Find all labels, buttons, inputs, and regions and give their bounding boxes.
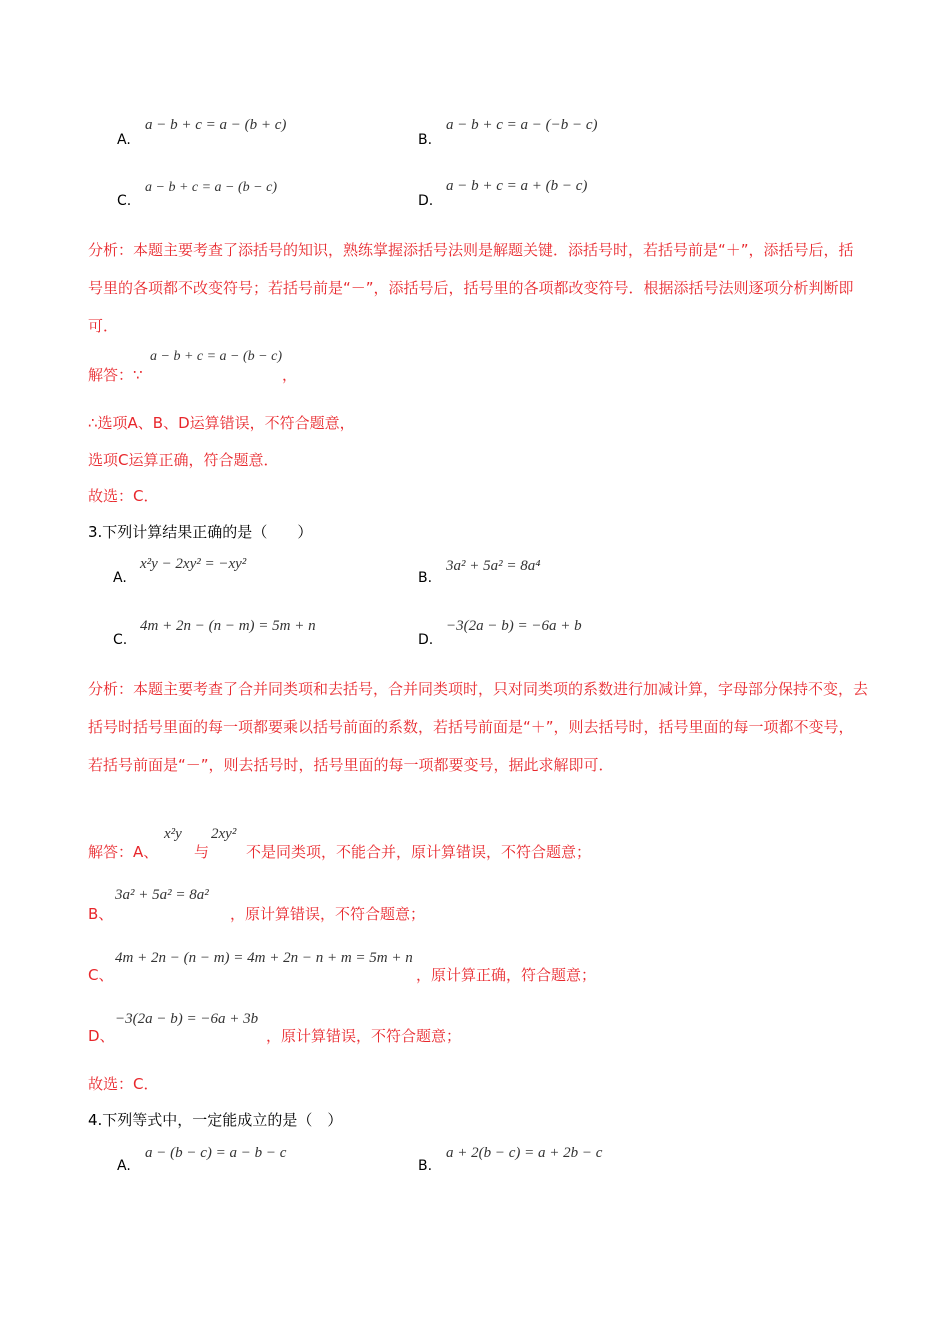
- q3-answer-a-math2: 2xy²: [211, 826, 237, 842]
- q3-answer-b-prefix: B、: [88, 905, 114, 923]
- q3-choice: 故选：C．: [88, 1075, 159, 1093]
- q3-answer-c-prefix: C、: [88, 966, 114, 984]
- q3-answer-a-prefix: 解答：A、: [88, 843, 159, 861]
- q2-choice: 故选：C．: [88, 487, 159, 505]
- q2-answer-prefix: 解答：∵: [88, 366, 143, 384]
- q3-analysis-text: 分析：本题主要考查了合并同类项和去括号，合并同类项时，只对同类项的系数进行加减计算，字母部分保持不变，去括号时括号里面的每一项都要乘以括号前面的系数，若括号前面是“＋”，则去括号时，括号里面的每一项都不变号，若括号前面是“－”，则去括号时，括号里面的每一项都要变号，据此求解即可．: [88, 680, 869, 774]
- q3-answer-d-prefix: D、: [88, 1027, 115, 1045]
- q3-answer-d-math: −3(2a − b) = −6a + 3b: [115, 1011, 259, 1027]
- q4-option-a-math: a − (b − c) = a − b − c: [145, 1145, 287, 1161]
- q3-answer-c-math: 4m + 2n − (n − m) = 4m + 2n − n + m = 5m + n: [115, 950, 413, 966]
- q3-option-c-label: C.: [113, 632, 128, 648]
- q2-option-d-label: D.: [418, 193, 434, 209]
- q3-answer-a-mid: 与: [194, 843, 210, 861]
- q2-option-c-math: a − b + c = a − (b − c): [145, 180, 277, 195]
- q3-option-d-math: −3(2a − b) = −6a + b: [446, 618, 582, 634]
- q2-option-d-math: a − b + c = a + (b − c): [446, 178, 588, 194]
- q3-answer-d-suffix: ，原计算错误，不符合题意；: [266, 1027, 462, 1045]
- q4-option-b-math: a + 2(b − c) = a + 2b − c: [446, 1145, 603, 1161]
- q4-option-b-label: B.: [418, 1158, 433, 1174]
- q3-answer-a-math1: x²y: [164, 826, 182, 842]
- q2-option-b-math: a − b + c = a − (−b − c): [446, 117, 598, 133]
- q3-option-a-label: A.: [113, 570, 127, 586]
- q2-option-b-label: B.: [418, 132, 433, 148]
- q2-answer-math: a − b + c = a − (b − c): [150, 349, 282, 364]
- q3-option-d-label: D.: [418, 632, 434, 648]
- q2-answer-suffix: ，: [282, 366, 298, 384]
- q3-option-b-math: 3a² + 5a² = 8a⁴: [446, 558, 541, 574]
- q4-title: 4.下列等式中，一定能成立的是（ ）: [88, 1111, 343, 1129]
- q2-option-a-math: a − b + c = a − (b + c): [145, 117, 287, 133]
- q3-option-b-label: B.: [418, 570, 433, 586]
- q3-answer-b-math: 3a² + 5a² = 8a²: [115, 887, 209, 903]
- q3-option-a-math: x²y − 2xy² = −xy²: [140, 556, 247, 572]
- q3-option-c-math: 4m + 2n − (n − m) = 5m + n: [140, 618, 316, 634]
- q2-option-a-label: A.: [117, 132, 131, 148]
- q3-answer-b-suffix: ，原计算错误，不符合题意；: [230, 905, 426, 923]
- q3-answer-c-suffix: ，原计算正确，符合题意；: [416, 966, 597, 984]
- q2-analysis-text: 分析：本题主要考查了添括号的知识，熟练掌握添括号法则是解题关键．添括号时，若括号前是“＋”，添括号后，括号里的各项都不改变符号；若括号前是“－”，添括号后，括号里的各项都改变符号．根据添括号法则逐项分析判断即可．: [88, 241, 854, 335]
- q3-title: 3.下列计算结果正确的是（ ）: [88, 523, 313, 541]
- q2-answer-line2: 选项C运算正确，符合题意．: [88, 451, 279, 469]
- q3-answer-a-suffix: 不是同类项，不能合并，原计算错误，不符合题意；: [246, 843, 592, 861]
- q2-option-c-label: C.: [117, 193, 132, 209]
- q4-option-a-label: A.: [117, 1158, 131, 1174]
- q2-answer-line1: ∴选项A、B、D运算错误，不符合题意，: [88, 414, 355, 432]
